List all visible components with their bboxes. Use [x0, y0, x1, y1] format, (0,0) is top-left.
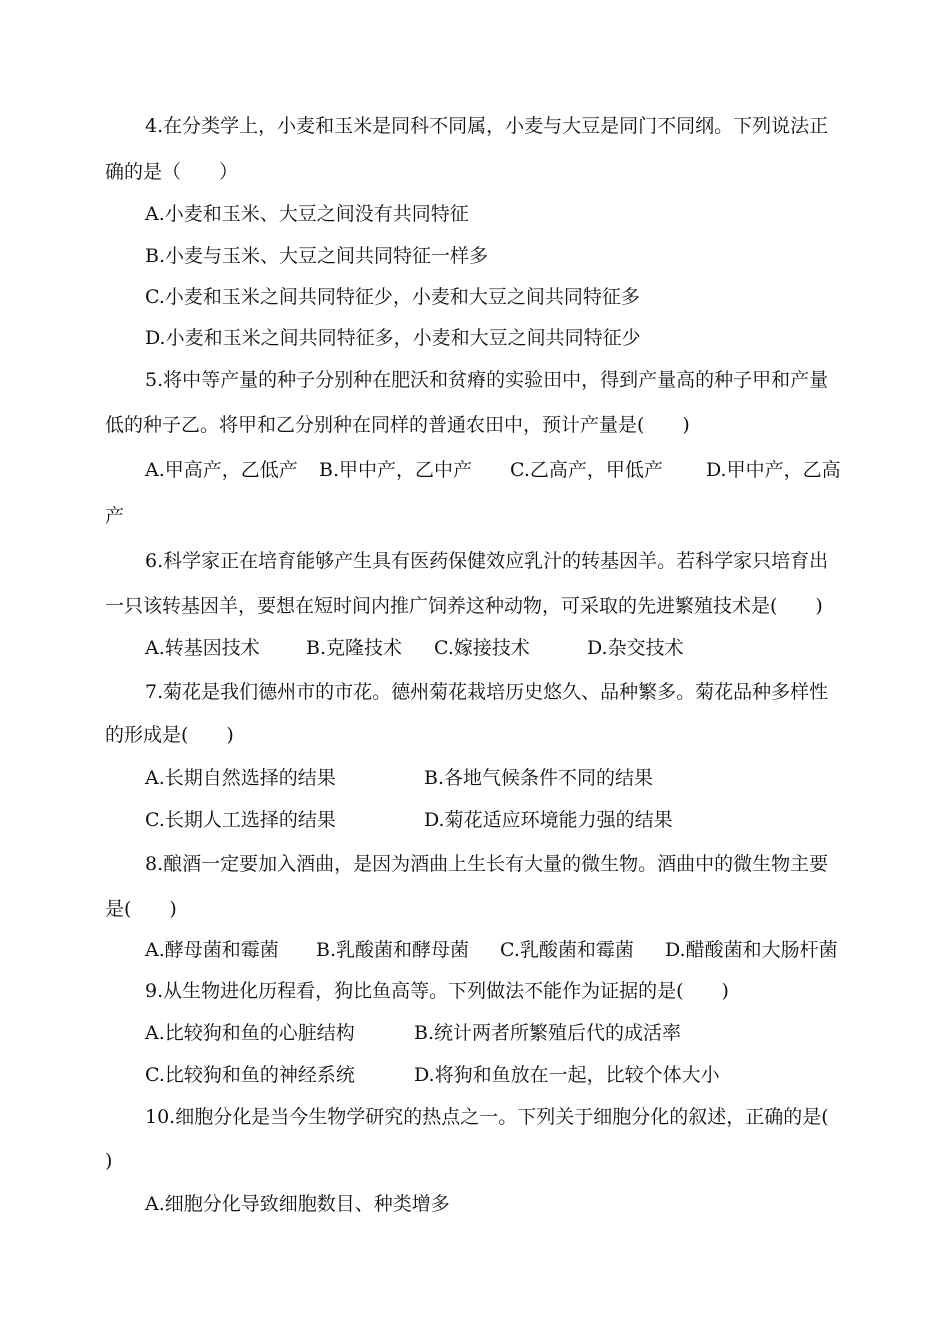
- question-7-option-b: B.各地气候条件不同的结果: [424, 767, 654, 789]
- question-5-option-d: D.甲中产，乙高: [706, 459, 841, 481]
- question-10-text-cont: ): [105, 1150, 113, 1172]
- question-8-text-cont: 是( ): [105, 898, 177, 920]
- question-7-text-cont: 的形成是( ): [105, 724, 234, 746]
- question-9-option-b: B.统计两者所繁殖后代的成活率: [414, 1022, 682, 1044]
- question-6-option-c: C.嫁接技术: [434, 637, 530, 659]
- question-9-option-a: A.比较狗和鱼的心脏结构: [145, 1022, 355, 1044]
- question-8-text: 8.酿酒一定要加入酒曲，是因为酒曲上生长有大量的微生物。酒曲中的微生物主要: [145, 853, 829, 875]
- question-5-text-cont: 低的种子乙。将甲和乙分别种在同样的普通农田中，预计产量是( ): [105, 414, 690, 436]
- question-9-option-d: D.将狗和鱼放在一起，比较个体大小: [414, 1064, 720, 1086]
- question-7-option-d: D.菊花适应环境能力强的结果: [424, 809, 673, 831]
- question-6-option-d: D.杂交技术: [587, 637, 684, 659]
- question-4-text: 4.在分类学上，小麦和玉米是同科不同属，小麦与大豆是同门不同纲。下列说法正: [145, 115, 829, 137]
- question-7-option-c: C.长期人工选择的结果: [145, 809, 336, 831]
- question-6-text: 6.科学家正在培育能够产生具有医药保健效应乳汁的转基因羊。若科学家只培育出: [145, 550, 829, 572]
- question-4-option-d: D.小麦和玉米之间共同特征多，小麦和大豆之间共同特征少: [145, 327, 641, 349]
- question-5-option-d-wrap: 产: [105, 505, 125, 527]
- question-5-text: 5.将中等产量的种子分别种在肥沃和贫瘠的实验田中，得到产量高的种子甲和产量: [145, 369, 829, 391]
- question-4-option-b: B.小麦与玉米、大豆之间共同特征一样多: [145, 245, 489, 267]
- question-6-text-cont: 一只该转基因羊，要想在短时间内推广饲养这种动物，可采取的先进繁殖技术是( ): [105, 595, 823, 617]
- question-8-option-a: A.酵母菌和霉菌: [145, 939, 279, 961]
- question-7-option-a: A.长期自然选择的结果: [145, 767, 336, 789]
- question-9-option-c: C.比较狗和鱼的神经系统: [145, 1064, 355, 1086]
- question-6-option-a: A.转基因技术: [145, 637, 260, 659]
- question-10-option-a: A.细胞分化导致细胞数目、种类增多: [145, 1193, 450, 1215]
- question-5-option-b: B.甲中产，乙中产: [319, 459, 473, 481]
- question-8-option-c: C.乳酸菌和霉菌: [500, 939, 634, 961]
- question-5-option-a: A.甲高产，乙低产: [145, 459, 298, 481]
- question-4-text-cont: 确的是（ ）: [105, 161, 239, 183]
- question-10-text: 10.细胞分化是当今生物学研究的热点之一。下列关于细胞分化的叙述，正确的是(: [145, 1106, 829, 1128]
- question-4-option-c: C.小麦和玉米之间共同特征少，小麦和大豆之间共同特征多: [145, 286, 640, 308]
- question-9-text: 9.从生物进化历程看，狗比鱼高等。下列做法不能作为证据的是( ): [145, 980, 729, 1002]
- question-7-text: 7.菊花是我们德州市的市花。德州菊花栽培历史悠久、品种繁多。菊花品种多样性: [145, 681, 829, 703]
- question-5-option-c: C.乙高产，甲低产: [510, 459, 663, 481]
- question-4-option-a: A.小麦和玉米、大豆之间没有共同特征: [145, 203, 469, 225]
- question-8-option-d: D.醋酸菌和大肠杆菌: [665, 939, 838, 961]
- question-8-option-b: B.乳酸菌和酵母菌: [316, 939, 470, 961]
- question-6-option-b: B.克隆技术: [306, 637, 403, 659]
